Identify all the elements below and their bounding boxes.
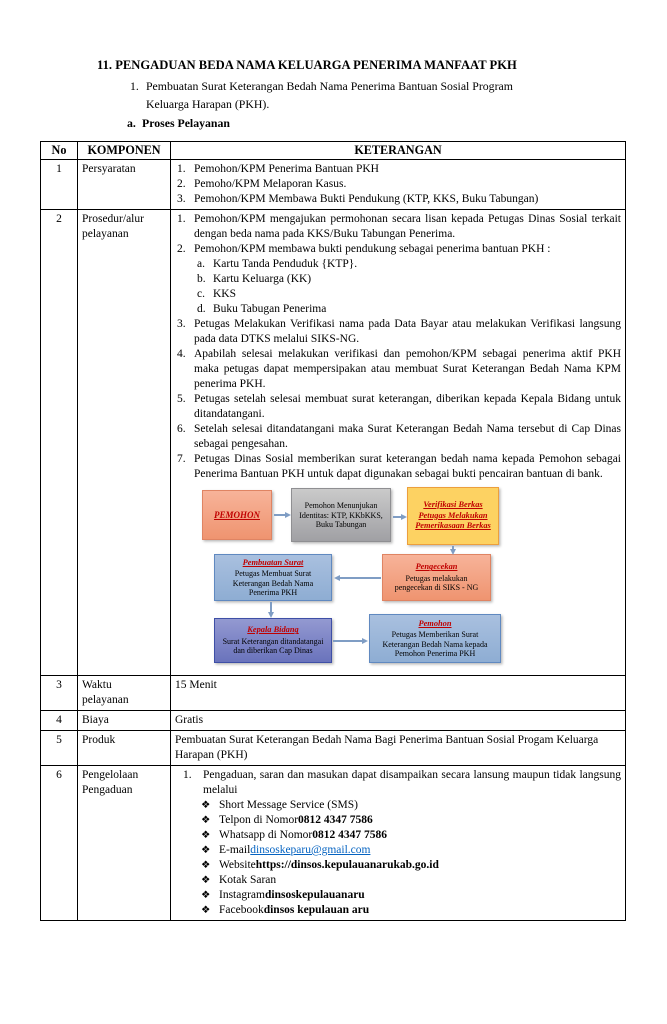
cell-keterangan [171, 766, 626, 921]
flow-arrow-left-icon [340, 577, 381, 579]
table-row-biaya [41, 711, 626, 731]
list-item: 5. Petugas setelah selesai membuat surat keterangan, diberikan kepada Kepala Bidang untuk ditandatangani. [177, 393, 621, 420]
sub-list-item: c. KKS [197, 288, 237, 300]
diamond-bullet-icon: ❖ [201, 890, 211, 901]
cell-komponen: Persyaratan [78, 160, 171, 210]
diamond-bullet-icon: ❖ [201, 830, 211, 841]
channel-facebook: ❖ Facebook dinsos kepulauan aru [201, 904, 370, 916]
email-link[interactable]: dinsoskeparu@gmail.com [250, 844, 371, 856]
website-url: https://dinsos.kepulauanarukab.go.id [255, 859, 439, 871]
sub-list-item: a. Kartu Tanda Penduduk {KTP}. [197, 258, 358, 270]
list-item: 1. Pemohon/KPM mengajukan permohonan secara lisan kepada Petugas Dinas Sosial terkait dengan beda nama pada KKS/Buku Tabungan Penerima. [177, 213, 621, 240]
service-table [40, 141, 626, 921]
list-letter: a. [127, 116, 136, 130]
flow-arrow-right-icon [274, 514, 285, 516]
channel-kotak-saran: ❖ Kotak Saran [201, 874, 277, 886]
cell-no: 4 [41, 711, 78, 731]
table-row-produk [41, 731, 626, 766]
cell-keterangan: Pembuatan Surat Keterangan Bedah Nama Bagi Penerima Bantuan Sosial Progam Keluarga Harapan (PKH) [171, 731, 626, 766]
diamond-bullet-icon: ❖ [201, 905, 211, 916]
list-item: 1. Pemohon/KPM Penerima Bantuan PKH [177, 163, 379, 175]
diamond-bullet-icon: ❖ [201, 860, 211, 871]
list-item: 3. Petugas Melakukan Verifikasi nama pada Data Bayar atau melakukan Verifikasi langsung pada data DTKS melalui SIKS-NG. [177, 318, 621, 345]
sub-list-item: b. Kartu Keluarga (KK) [197, 273, 312, 285]
table-row-prosedur [41, 210, 626, 676]
cell-no: 3 [41, 676, 78, 711]
table-row-pengaduan [41, 766, 626, 921]
list-item: 1. Pengaduan, saran dan masukan dapat disampaikan secara lansung maupun tidak langsung melalui [183, 769, 621, 796]
list-item: 6. Setelah selesai ditandatangani maka Surat Keterangan Bedah Nama tersebut di Cap Dinas sebagai pengesahan. [177, 423, 621, 450]
list-item: 3. Pemohon/KPM Membawa Bukti Pendukung (KTP, KKS, Buku Tabungan) [177, 193, 539, 205]
table-row-persyaratan [41, 160, 626, 210]
cell-komponen: Produk [78, 731, 171, 766]
diamond-bullet-icon: ❖ [201, 800, 211, 811]
facebook-handle: dinsos kepulauan aru [263, 904, 370, 916]
process-flowchart [175, 485, 621, 673]
cell-komponen: Waktu pelayanan [78, 676, 171, 711]
flow-box-pemohon-end: Pemohon Petugas Memberikan Surat Keterangan Bedah Nama kepada Pemohon Penerima PKH [369, 614, 501, 663]
flow-box-pengecekan: Pengecekan Petugas melakukan pengecekan di SIKS - NG [382, 554, 491, 601]
cell-komponen: Prosedur/alur pelayanan [78, 210, 171, 676]
channel-telpon: ❖ Telpon di Nomor 0812 4347 7586 [201, 814, 373, 826]
channel-email: ❖ E-mail dinsoskeparu@gmail.com [201, 844, 371, 856]
list-item: 7. Petugas Dinas Sosial memberikan surat keterangan bedah nama kepada Pemohon sebagai Penerima Bantuan PKH untuk dapat digunakan sebagai bukti pencairan bantuan di bank. [177, 453, 621, 480]
list-item: 2. Pemohon/KPM membawa bukti pendukung sebagai penerima bantuan PKH : [177, 243, 551, 255]
page-title: 11. PENGADUAN BEDA NAMA KELUARGA PENERIMA MANFAAT PKH [97, 58, 517, 72]
diamond-bullet-icon: ❖ [201, 815, 211, 826]
document-heading [0, 0, 667, 132]
cell-komponen: Biaya [78, 711, 171, 731]
heading-list-item-a [127, 114, 625, 132]
instagram-handle: dinsoskepulauanaru [264, 889, 365, 901]
cell-no: 2 [41, 210, 78, 676]
diamond-bullet-icon: ❖ [201, 845, 211, 856]
flow-arrow-right-icon [393, 516, 401, 518]
cell-no: 1 [41, 160, 78, 210]
cell-keterangan [171, 210, 626, 676]
phone-number: 0812 4347 7586 [298, 814, 373, 826]
list-number: 1. [130, 79, 139, 93]
header-no: No [41, 142, 78, 160]
list-item: 2. Pemoho/KPM Melaporan Kasus. [177, 178, 347, 190]
flow-box-pemohon-start: PEMOHON [202, 490, 272, 540]
heading-list-item-1 [130, 77, 625, 113]
cell-no: 5 [41, 731, 78, 766]
header-keterangan: KETERANGAN [171, 142, 626, 160]
cell-keterangan [171, 160, 626, 210]
cell-keterangan: Gratis [171, 711, 626, 731]
channel-instagram: ❖ Instagram dinsoskepulauanaru [201, 889, 365, 901]
diamond-bullet-icon: ❖ [201, 875, 211, 886]
heading-item-text: Pembuatan Surat Keterangan Bedah Nama Penerima Bantuan Sosial Program Keluarga Harapan (PKH). [146, 79, 513, 111]
channel-whatsapp: ❖ Whatsapp di Nomor 0812 4347 7586 [201, 829, 388, 841]
heading-item-a-text: Proses Pelayanan [142, 116, 230, 130]
sub-list-item: d. Buku Tabugan Penerima [197, 303, 327, 315]
cell-keterangan: 15 Menit [171, 676, 626, 711]
list-item: 4. Apabilah selesai melakukan verifikasi dan pemohon/KPM sebagai penerima aktif PKH maka petugas dapat mempersipakan atau membuat Surat Keterangan Bedah Nama KPM penerima PKH. [177, 348, 621, 390]
table-header-row [41, 142, 626, 160]
flow-box-pembuatan-surat: Pembuatan Surat Petugas Membuat Surat Keterangan Bedah Nama Penerima PKH [214, 554, 332, 601]
whatsapp-number: 0812 4347 7586 [312, 829, 388, 841]
flow-box-verifikasi-berkas: Verifikasi Berkas Petugas Melakukan Pemerikasaan Berkas [407, 487, 499, 545]
channel-website: ❖ Website https://dinsos.kepulauanarukab.go.id [201, 859, 439, 871]
channel-sms: ❖ Short Message Service (SMS) [201, 799, 358, 811]
header-komponen: KOMPONEN [78, 142, 171, 160]
flow-arrow-down-icon [452, 546, 454, 549]
flow-arrow-down-icon [270, 602, 272, 612]
flow-box-kepala-bidang: Kepala Bidang Surat Keterangan ditandatangai dan diberikan Cap Dinas [214, 618, 332, 663]
table-row-waktu [41, 676, 626, 711]
cell-no: 6 [41, 766, 78, 921]
cell-komponen: Pengelolaan Pengaduan [78, 766, 171, 921]
flow-box-identitas: Pemohon Menunjukan Identitas: KTP, KKbKKS, Buku Tabungan [291, 488, 391, 542]
flow-arrow-right-icon [333, 640, 362, 642]
